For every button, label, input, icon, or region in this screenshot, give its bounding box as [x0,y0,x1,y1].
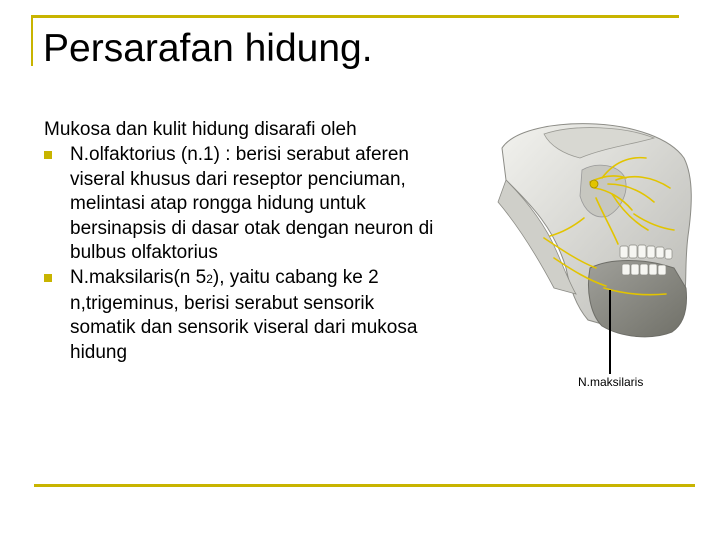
nerve-ganglion [590,180,598,188]
square-bullet-icon [44,151,52,159]
frame-bottom-line [34,484,695,487]
frame-top-line [32,15,679,18]
bullet-item-olfaktorius [44,143,444,265]
slide-body [44,118,444,365]
intro-text: Mukosa dan kulit hidung disarafi oleh [44,119,357,140]
figure-caption: N.maksilaris [578,375,644,389]
frame-left-line [31,15,33,66]
bullet-subscript: 2 [206,272,213,287]
anatomy-illustration [484,118,696,362]
bullet-text: N.olfaktorius (n.1) : berisi serabut aferen viseral khusus dari reseptor penciuman, melintasi atap rongga hidung untuk bersinapsis di dasar otak dengan neuron di bulbus olfaktorius [70,144,434,264]
bullet-text-end: ), yaitu cabang ke 2 n,trigeminus, berisi serabut sensorik somatik dan sensorik viseral dari mukosa hidung [70,267,418,363]
square-bullet-icon [44,274,52,282]
slide-title: Persarafan hidung. [43,27,373,70]
bullet-text-start: N.maksilaris(n 5 [70,267,207,289]
lower-teeth [622,264,666,275]
bullet-item-maksilaris [44,266,444,365]
callout-line [609,290,611,374]
